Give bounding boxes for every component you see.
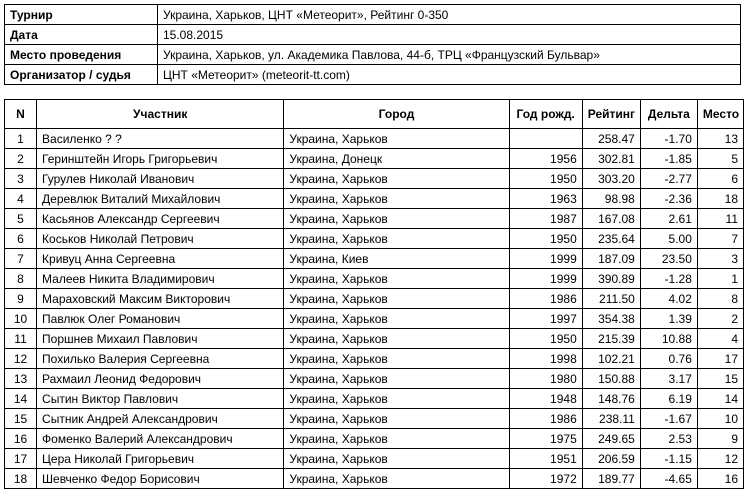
cell-delta: -1.67: [640, 409, 697, 429]
table-row: [5, 469, 744, 489]
cell-n: 6: [5, 229, 37, 249]
cell-participant: Гурулев Николай Иванович: [37, 169, 284, 189]
cell-participant: Поршнев Михаил Павлович: [37, 329, 284, 349]
table-row: [5, 249, 744, 269]
cell-rating: 390.89: [582, 269, 640, 289]
cell-city: Украина, Харьков: [284, 229, 509, 249]
cell-participant: Павлюк Олег Романович: [37, 309, 284, 329]
cell-delta: -2.36: [640, 189, 697, 209]
cell-delta: 10.88: [640, 329, 697, 349]
cell-participant: Цера Николай Григорьевич: [37, 449, 284, 469]
cell-n: 5: [5, 209, 37, 229]
cell-city: Украина, Харьков: [284, 129, 509, 149]
table-row: [5, 169, 744, 189]
cell-born: 1997: [509, 309, 582, 329]
cell-born: 1980: [509, 369, 582, 389]
cell-place: 17: [697, 349, 743, 369]
cell-born: [509, 129, 582, 149]
info-label: Организатор / судья: [5, 65, 158, 85]
cell-born: 1975: [509, 429, 582, 449]
cell-city: Украина, Харьков: [284, 269, 509, 289]
cell-born: 1986: [509, 289, 582, 309]
cell-city: Украина, Киев: [284, 249, 509, 269]
cell-born: 1956: [509, 149, 582, 169]
cell-delta: 23.50: [640, 249, 697, 269]
info-row: [5, 25, 741, 45]
col-header-delta: Дельта: [640, 100, 697, 129]
cell-city: Украина, Харьков: [284, 389, 509, 409]
cell-city: Украина, Харьков: [284, 329, 509, 349]
cell-participant: Рахмаил Леонид Федорович: [37, 369, 284, 389]
cell-participant: Похилько Валерия Сергеевна: [37, 349, 284, 369]
cell-delta: 1.39: [640, 309, 697, 329]
cell-born: 1972: [509, 469, 582, 489]
table-row: [5, 329, 744, 349]
cell-participant: Кривуц Анна Сергеевна: [37, 249, 284, 269]
cell-rating: 150.88: [582, 369, 640, 389]
cell-delta: -1.15: [640, 449, 697, 469]
cell-participant: Шевченко Федор Борисович: [37, 469, 284, 489]
cell-city: Украина, Харьков: [284, 409, 509, 429]
cell-born: 1950: [509, 229, 582, 249]
cell-place: 6: [697, 169, 743, 189]
cell-place: 7: [697, 229, 743, 249]
info-label: Турнир: [5, 5, 158, 25]
cell-place: 10: [697, 409, 743, 429]
cell-place: 4: [697, 329, 743, 349]
cell-rating: 302.81: [582, 149, 640, 169]
cell-participant: Коськов Николай Петрович: [37, 229, 284, 249]
cell-born: 1948: [509, 389, 582, 409]
cell-place: 13: [697, 129, 743, 149]
cell-place: 2: [697, 309, 743, 329]
info-row: [5, 5, 741, 25]
cell-city: Украина, Харьков: [284, 309, 509, 329]
results-table: [4, 99, 744, 489]
cell-city: Украина, Харьков: [284, 349, 509, 369]
info-value: ЦНТ «Метеорит» (meteorit-tt.com): [158, 65, 741, 85]
cell-n: 1: [5, 129, 37, 149]
col-header-participant: Участник: [37, 100, 284, 129]
cell-place: 18: [697, 189, 743, 209]
table-row: [5, 309, 744, 329]
cell-n: 14: [5, 389, 37, 409]
cell-delta: -1.28: [640, 269, 697, 289]
cell-rating: 235.64: [582, 229, 640, 249]
col-header-city: Город: [284, 100, 509, 129]
table-row: [5, 369, 744, 389]
cell-n: 9: [5, 289, 37, 309]
cell-n: 10: [5, 309, 37, 329]
cell-delta: -1.70: [640, 129, 697, 149]
cell-n: 12: [5, 349, 37, 369]
info-label: Место проведения: [5, 45, 158, 65]
cell-city: Украина, Харьков: [284, 209, 509, 229]
cell-n: 4: [5, 189, 37, 209]
cell-city: Украина, Донецк: [284, 149, 509, 169]
col-header-place: Место: [697, 100, 743, 129]
col-header-rating: Рейтинг: [582, 100, 640, 129]
info-value: Украина, Харьков, ЦНТ «Метеорит», Рейтинг 0-350: [158, 5, 741, 25]
cell-born: 1999: [509, 269, 582, 289]
cell-place: 1: [697, 269, 743, 289]
cell-n: 11: [5, 329, 37, 349]
col-header-n: N: [5, 100, 37, 129]
cell-rating: 102.21: [582, 349, 640, 369]
cell-place: 16: [697, 469, 743, 489]
table-row: [5, 209, 744, 229]
cell-delta: 3.17: [640, 369, 697, 389]
col-header-born: Год рожд.: [509, 100, 582, 129]
cell-rating: 167.08: [582, 209, 640, 229]
cell-n: 17: [5, 449, 37, 469]
cell-place: 5: [697, 149, 743, 169]
cell-rating: 249.65: [582, 429, 640, 449]
cell-born: 1998: [509, 349, 582, 369]
cell-n: 2: [5, 149, 37, 169]
cell-city: Украина, Харьков: [284, 289, 509, 309]
cell-rating: 303.20: [582, 169, 640, 189]
info-row: [5, 45, 741, 65]
cell-n: 8: [5, 269, 37, 289]
cell-city: Украина, Харьков: [284, 189, 509, 209]
cell-n: 18: [5, 469, 37, 489]
cell-born: 1999: [509, 249, 582, 269]
cell-delta: 2.61: [640, 209, 697, 229]
cell-born: 1951: [509, 449, 582, 469]
cell-delta: 5.00: [640, 229, 697, 249]
cell-rating: 206.59: [582, 449, 640, 469]
table-row: [5, 449, 744, 469]
cell-place: 15: [697, 369, 743, 389]
info-value: Украина, Харьков, ул. Академика Павлова, 44-б, ТРЦ «Французский Бульвар»: [158, 45, 741, 65]
cell-delta: 4.02: [640, 289, 697, 309]
cell-city: Украина, Харьков: [284, 369, 509, 389]
cell-rating: 189.77: [582, 469, 640, 489]
cell-rating: 211.50: [582, 289, 640, 309]
table-row: [5, 269, 744, 289]
cell-participant: Фоменко Валерий Александрович: [37, 429, 284, 449]
info-row: [5, 65, 741, 85]
cell-n: 7: [5, 249, 37, 269]
info-label: Дата: [5, 25, 158, 45]
cell-city: Украина, Харьков: [284, 429, 509, 449]
cell-city: Украина, Харьков: [284, 469, 509, 489]
cell-delta: 0.76: [640, 349, 697, 369]
cell-rating: 98.98: [582, 189, 640, 209]
cell-born: 1963: [509, 189, 582, 209]
cell-participant: Касьянов Александр Сергеевич: [37, 209, 284, 229]
table-row: [5, 149, 744, 169]
results-header-row: [5, 100, 744, 129]
cell-rating: 238.11: [582, 409, 640, 429]
cell-n: 15: [5, 409, 37, 429]
cell-rating: 187.09: [582, 249, 640, 269]
cell-place: 9: [697, 429, 743, 449]
cell-n: 3: [5, 169, 37, 189]
cell-participant: Мараховский Максим Викторович: [37, 289, 284, 309]
cell-place: 12: [697, 449, 743, 469]
cell-rating: 258.47: [582, 129, 640, 149]
table-row: [5, 349, 744, 369]
cell-delta: -1.85: [640, 149, 697, 169]
table-row: [5, 289, 744, 309]
tournament-info-table: [4, 4, 741, 85]
table-row: [5, 189, 744, 209]
cell-born: 1950: [509, 169, 582, 189]
cell-born: 1986: [509, 409, 582, 429]
cell-city: Украина, Харьков: [284, 449, 509, 469]
cell-n: 13: [5, 369, 37, 389]
cell-place: 8: [697, 289, 743, 309]
cell-participant: Сытин Виктор Павлович: [37, 389, 284, 409]
cell-participant: Малеев Никита Владимирович: [37, 269, 284, 289]
table-row: [5, 229, 744, 249]
cell-participant: Василенко ? ?: [37, 129, 284, 149]
cell-place: 3: [697, 249, 743, 269]
cell-delta: -2.77: [640, 169, 697, 189]
cell-born: 1950: [509, 329, 582, 349]
info-value: 15.08.2015: [158, 25, 741, 45]
cell-n: 16: [5, 429, 37, 449]
cell-place: 11: [697, 209, 743, 229]
cell-city: Украина, Харьков: [284, 169, 509, 189]
cell-participant: Деревлюк Виталий Михайлович: [37, 189, 284, 209]
cell-place: 14: [697, 389, 743, 409]
cell-rating: 354.38: [582, 309, 640, 329]
cell-rating: 148.76: [582, 389, 640, 409]
cell-participant: Сытник Андрей Александрович: [37, 409, 284, 429]
cell-delta: -4.65: [640, 469, 697, 489]
cell-delta: 6.19: [640, 389, 697, 409]
cell-rating: 215.39: [582, 329, 640, 349]
table-row: [5, 389, 744, 409]
cell-born: 1987: [509, 209, 582, 229]
table-row: [5, 429, 744, 449]
cell-delta: 2.53: [640, 429, 697, 449]
table-row: [5, 129, 744, 149]
table-row: [5, 409, 744, 429]
cell-participant: Геринштейн Игорь Григорьевич: [37, 149, 284, 169]
